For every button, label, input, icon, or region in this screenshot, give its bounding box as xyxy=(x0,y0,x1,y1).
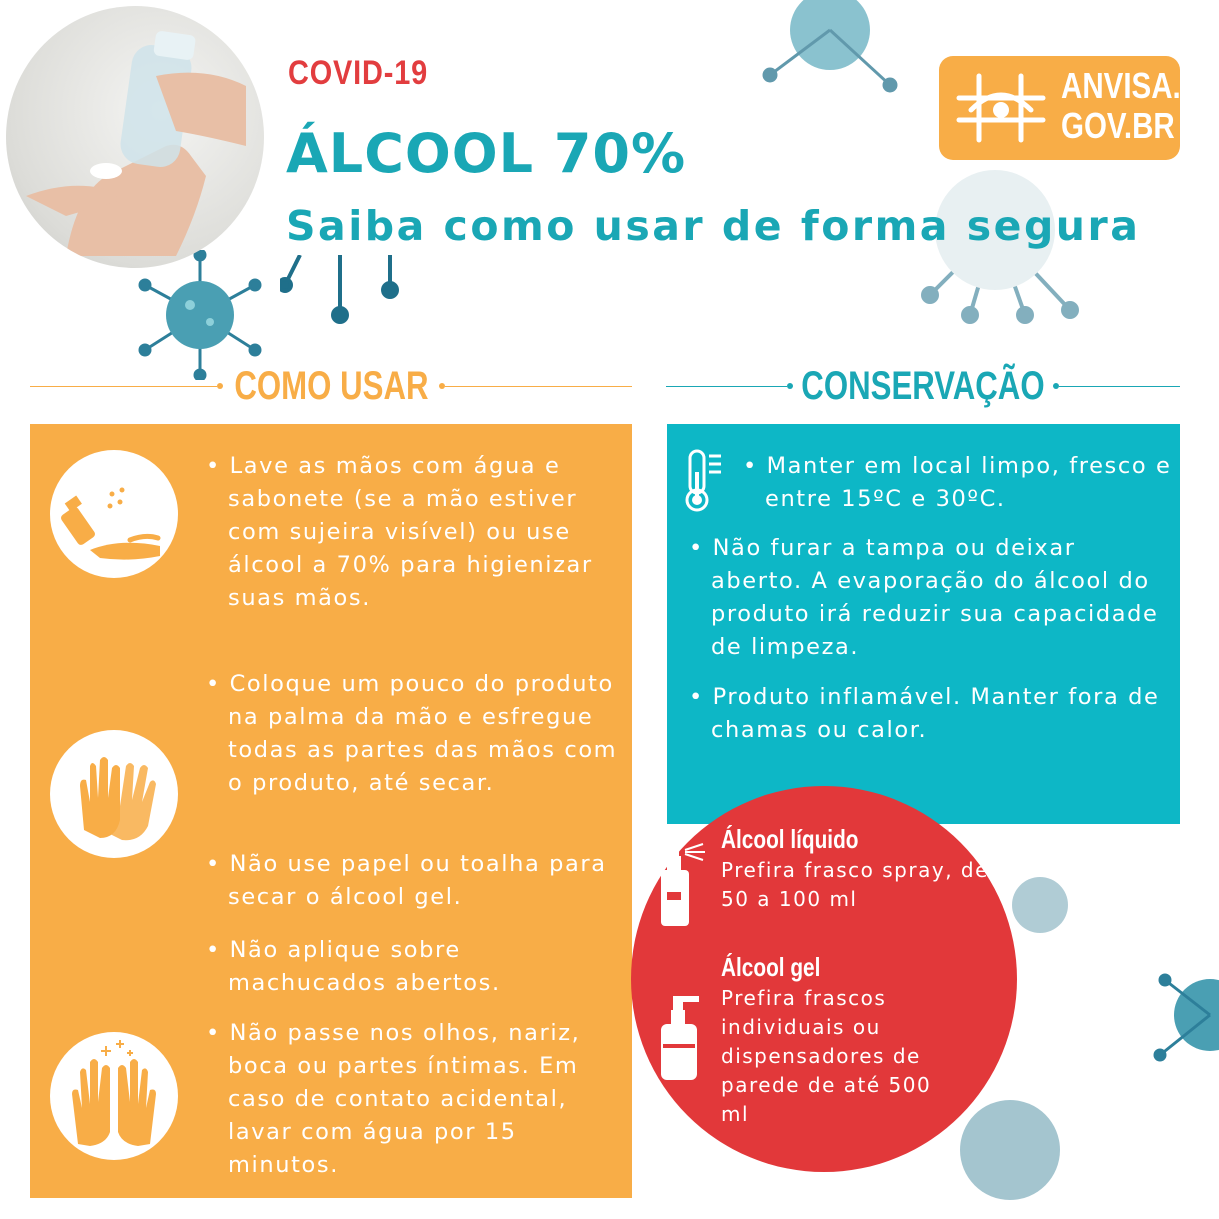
conservacao-title: CONSERVAÇÃO xyxy=(801,363,1045,408)
alcool-liquido-desc: Prefira frasco spray, de 50 a 100 ml xyxy=(721,858,989,911)
clean-hands-icon xyxy=(50,1032,178,1160)
alcool-gel-desc: Prefira frascos individuais ou dispensadores de parede de até 500 ml xyxy=(721,986,932,1126)
alcool-liquido-title: Álcool líquido xyxy=(721,824,859,854)
anvisa-logo[interactable] xyxy=(939,56,1180,160)
como-usar-title: COMO USAR xyxy=(233,363,429,408)
conservacao-heading xyxy=(666,363,1180,408)
como-usar-panel xyxy=(30,424,632,1198)
logo-line1: ANVISA. xyxy=(1061,65,1181,106)
virus-decoration-icon xyxy=(1150,960,1219,1070)
conservacao-item: • Produto inflamável. Manter fora de chamas ou calor. xyxy=(689,684,1160,743)
page-title: ÁLCOOL 70% xyxy=(286,122,687,185)
covid-tag: COVID-19 xyxy=(288,54,429,92)
conservacao-item: • Não furar a tampa ou deixar aberto. A evaporação do álcool do produto irá reduzir sua capacidade de limpeza. xyxy=(689,535,1159,660)
virus-decoration-icon xyxy=(130,250,270,380)
thermometer-icon xyxy=(685,448,725,514)
como-usar-heading xyxy=(30,363,632,408)
produtos-circle xyxy=(631,786,1017,1172)
hand-sanitizer-photo xyxy=(6,6,264,268)
anvisa-emblem-icon xyxy=(949,70,1053,146)
como-usar-item: • Lave as mãos com água e sabonete (se a mão estiver com sujeira visível) ou use álcool a 70% para higienizar suas mãos. xyxy=(206,453,593,611)
spray-hands-icon xyxy=(50,450,178,578)
spray-bottle-icon xyxy=(659,842,709,928)
como-usar-item: • Não aplique sobre machucados abertos. xyxy=(206,937,501,996)
pump-bottle-icon xyxy=(659,992,703,1082)
virus-decoration-icon xyxy=(760,0,900,110)
conservacao-item: • Manter em local limpo, fresco e entre 15ºC e 30ºC. xyxy=(743,453,1172,512)
como-usar-item: • Não passe nos olhos, nariz, boca ou partes íntimas. Em caso de contato acidental, lavar com água por 15 minutos. xyxy=(206,1020,581,1178)
alcool-gel-title: Álcool gel xyxy=(721,952,821,982)
como-usar-item: • Não use papel ou toalha para secar o álcool gel. xyxy=(206,851,607,910)
virus-decoration-icon xyxy=(1010,870,1070,940)
rubbing-hands-icon xyxy=(50,730,178,858)
virus-decoration-icon xyxy=(280,255,480,335)
conservacao-panel xyxy=(667,424,1180,824)
logo-line2: GOV.BR xyxy=(1061,105,1175,146)
page-subtitle: Saiba como usar de forma segura xyxy=(286,202,1141,250)
como-usar-item: • Coloque um pouco do produto na palma da mão e esfregue todas as partes das mãos com o produto, até secar. xyxy=(206,671,618,796)
